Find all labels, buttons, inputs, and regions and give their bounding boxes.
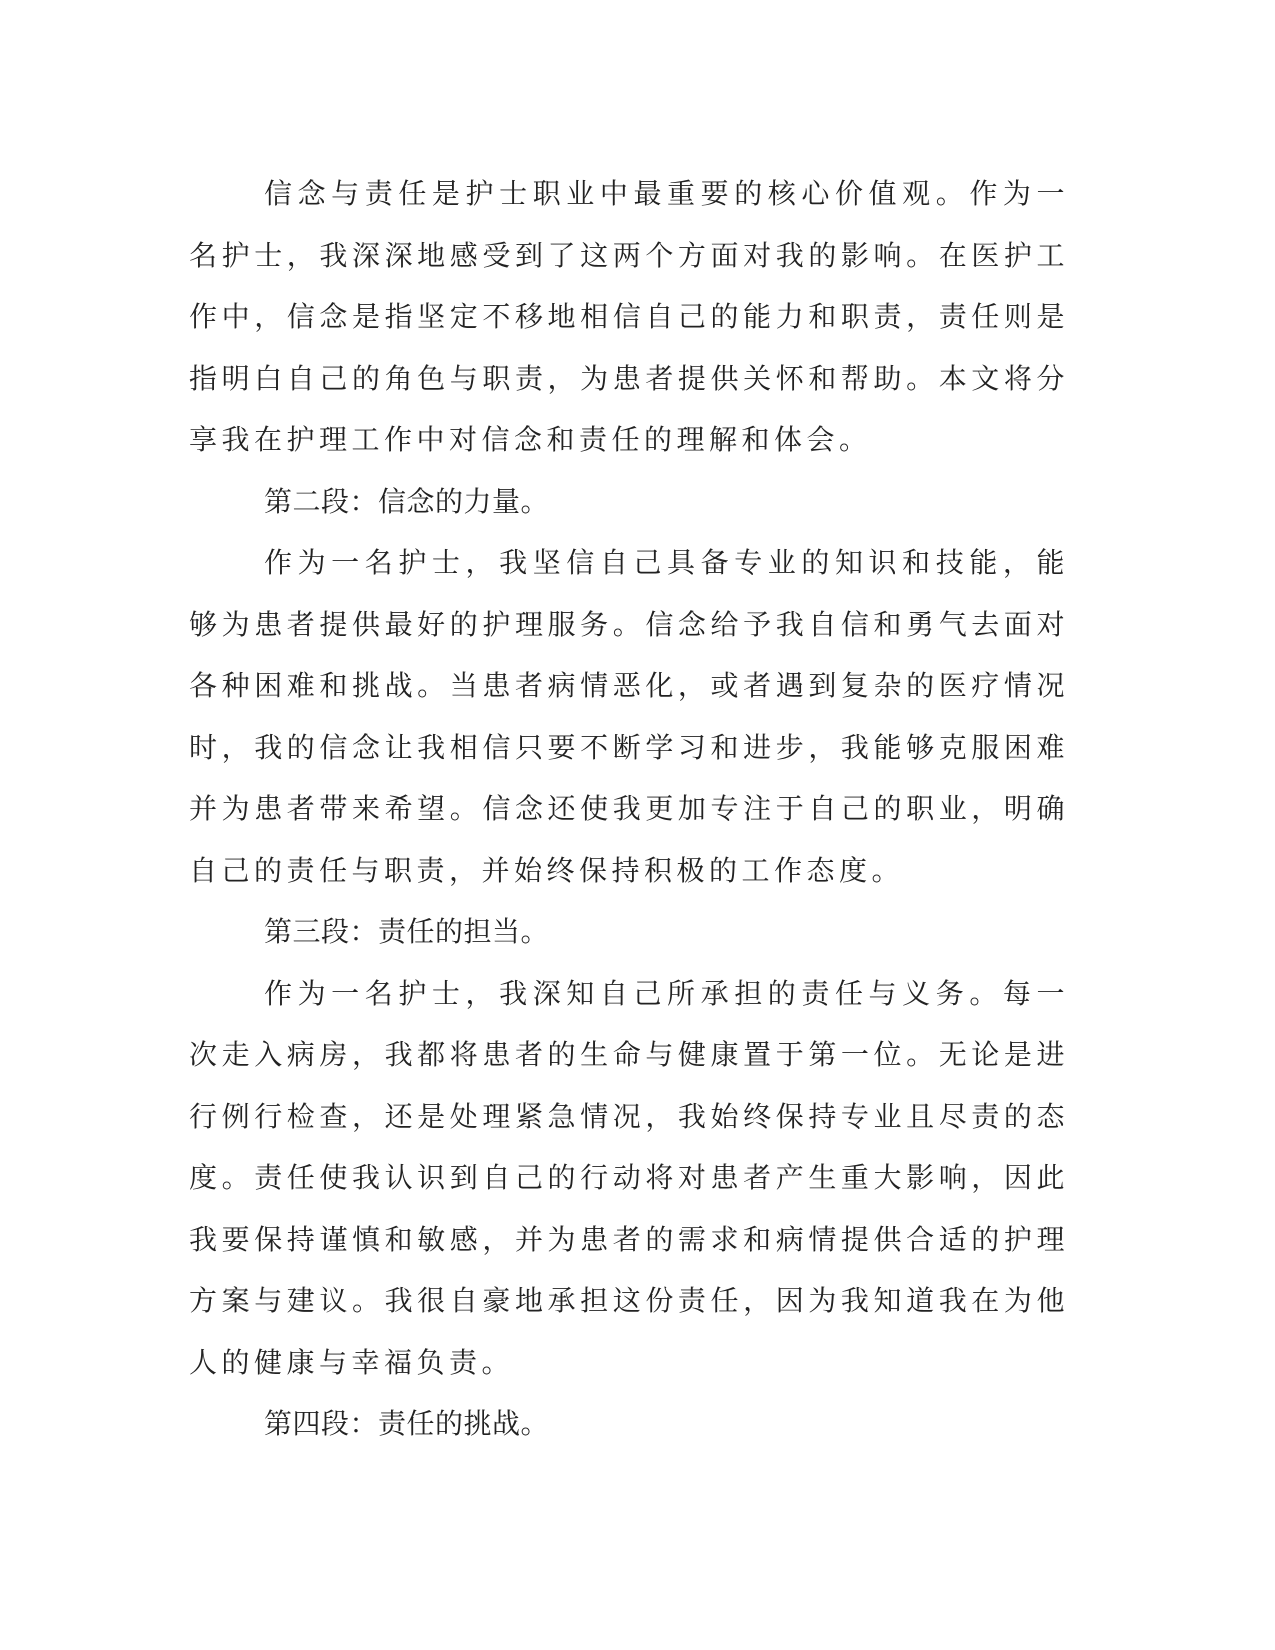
section-heading-3: 第三段：责任的担当。: [264, 915, 550, 948]
document-body: [189, 163, 1069, 1455]
intro-paragraph: 信念与责任是护士职业中最重要的核心价值观。作为一名护士，我深深地感受到了这两个方面对我的影响。在医护工作中，信念是指坚定不移地相信自己的能力和职责，责任则是指明白自己的角色与职责，为患者提供关怀和帮助。本文将分享我在护理工作中对信念和责任的理解和体会。: [189, 177, 1069, 456]
section-paragraph-3: 作为一名护士，我深知自己所承担的责任与义务。每一次走入病房，我都将患者的生命与健康置于第一位。无论是进行例行检查，还是处理紧急情况，我始终保持专业且尽责的态度。责任使我认识到自己的行动将对患者产生重大影响，因此我要保持谨慎和敏感，并为患者的需求和病情提供合适的护理方案与建议。我很自豪地承担这份责任，因为我知道我在为他人的健康与幸福负责。: [189, 976, 1069, 1379]
section-heading-4: 第四段：责任的挑战。: [264, 1407, 550, 1440]
section-paragraph-2: 作为一名护士，我坚信自己具备专业的知识和技能，能够为患者提供最好的护理服务。信念给予我自信和勇气去面对各种困难和挑战。当患者病情恶化，或者遇到复杂的医疗情况时，我的信念让我相信只要不断学习和进步，我能够克服困难并为患者带来希望。信念还使我更加专注于自己的职业，明确自己的责任与职责，并始终保持积极的工作态度。: [189, 546, 1069, 887]
section-heading-2: 第二段：信念的力量。: [264, 484, 550, 518]
